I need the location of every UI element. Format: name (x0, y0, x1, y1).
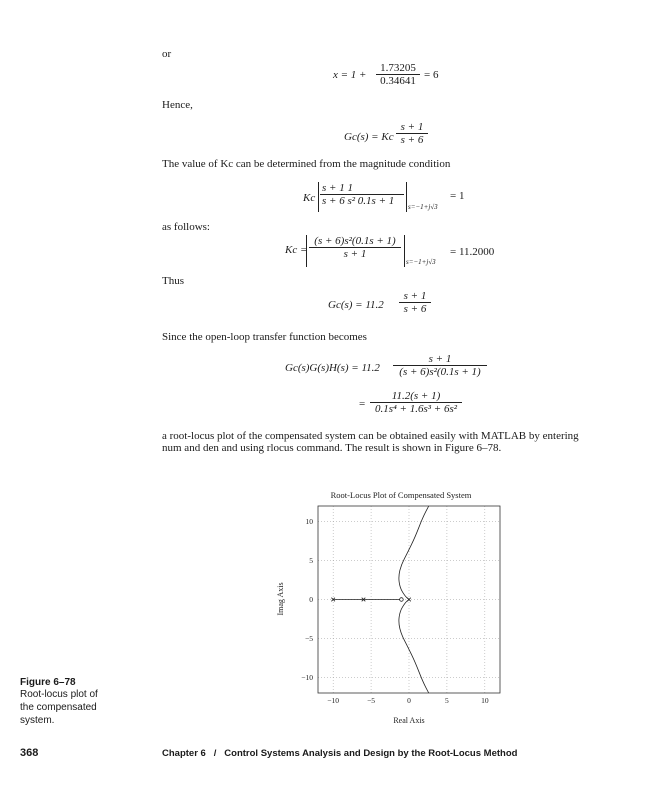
eq-gc2-lhs: Gc(s) = 11.2 (328, 299, 384, 311)
chart-xlabel: Real Axis (393, 716, 425, 725)
series-upper-branch (399, 506, 429, 600)
page-number: 368 (20, 747, 39, 759)
eq-mag-bar-right (406, 182, 407, 212)
figure-caption-line3: system. (20, 715, 55, 726)
y-tick-label: 10 (305, 517, 313, 527)
eq-kc-den: s + 1 (343, 248, 367, 260)
text-thus: Thus (162, 275, 184, 287)
text-open-loop-intro: Since the open-loop transfer function becomes (162, 331, 367, 343)
x-tick-label: 0 (407, 696, 411, 705)
eq-x-fraction (376, 62, 420, 87)
eq-gc2-fraction (399, 290, 431, 315)
y-tick-label: −10 (301, 672, 313, 682)
paragraph-rlocus (162, 430, 602, 454)
eq-ol2-eq: = (359, 398, 366, 410)
eq-kc-eval: s=−1+j√3 (406, 258, 436, 266)
eq-x-rhs: = 6 (424, 69, 439, 81)
eq-ol-fraction (393, 353, 487, 378)
eq-gc-lhs: Gc(s) = Kc (344, 131, 394, 143)
chart-title: Root-Locus Plot of Compensated System (330, 490, 472, 500)
eq-kc-bar-left (306, 235, 307, 267)
text-or: or (162, 48, 172, 60)
eq-x-num: 1.73205 (376, 62, 420, 75)
series-lower-branch (399, 600, 429, 694)
paragraph-rlocus-line2: num and den and using rlocus command. The result is shown in Figure 6–78. (162, 442, 502, 454)
eq-gc2-num: s + 1 (399, 290, 431, 303)
chapter-footer: Chapter 6 / Control Systems Analysis and Design by the Root-Locus Method (162, 748, 518, 759)
eq-gc2-den: s + 6 (403, 303, 427, 315)
eq-kc-bar-right (404, 235, 405, 267)
eq-x-den: 0.34641 (380, 75, 416, 87)
pole-marker (407, 598, 411, 602)
figure-caption-line2: the compensated (20, 702, 97, 713)
chart-ticks (301, 517, 489, 705)
eq-kc-num: (s + 6)s²(0.1s + 1) (309, 235, 401, 248)
eq-gc-den: s + 6 (400, 134, 424, 146)
eq-mag-bar-left (318, 182, 319, 212)
x-tick-label: −10 (327, 696, 340, 705)
eq-kc-rhs: = 11.2000 (450, 246, 495, 258)
eq-mag-eval: s=−1+j√3 (408, 203, 438, 211)
eq-kc-lhs: Kc = (285, 244, 308, 256)
x-tick-label: −5 (367, 696, 376, 705)
eq-mag-kc: Kc (303, 192, 316, 204)
eq-ol-den: (s + 6)s²(0.1s + 1) (399, 366, 481, 378)
paragraph-rlocus-line1: a root-locus plot of the compensated system can be obtained easily with MATLAB by entering (162, 430, 579, 442)
eq-ol2-den: 0.1s⁴ + 1.6s³ + 6s² (374, 403, 458, 415)
text-magnitude-intro: The value of Kc can be determined from the magnitude condition (162, 158, 451, 170)
x-tick-label: 5 (445, 696, 449, 705)
eq-ol2-num: 11.2(s + 1) (370, 390, 462, 403)
eq-mag-fraction (320, 182, 404, 207)
figure-caption-line1: Root-locus plot of (20, 689, 98, 700)
figure-caption (20, 677, 150, 727)
x-tick-label: 10 (481, 696, 489, 705)
y-tick-label: −5 (305, 633, 313, 643)
eq-kc-fraction (309, 235, 401, 260)
eq-x-lhs: x = 1 + (333, 69, 367, 81)
eq-mag-rhs: = 1 (450, 190, 465, 202)
root-locus-chart (250, 486, 510, 731)
eq-gc-num: s + 1 (396, 121, 428, 134)
eq-mag-den: s + 6 s² 0.1s + 1 (322, 195, 395, 207)
eq-ol-num: s + 1 (393, 353, 487, 366)
chart-ylabel: Imag Axis (276, 582, 285, 616)
y-tick-label: 0 (309, 595, 313, 604)
text-as-follows: as follows: (162, 221, 210, 233)
zero-marker (400, 598, 404, 602)
eq-ol2-fraction (370, 390, 462, 415)
eq-gc-fraction (396, 121, 428, 146)
figure-label: Figure 6–78 (20, 677, 76, 688)
y-tick-label: 5 (309, 556, 313, 566)
eq-ol-lhs: Gc(s)G(s)H(s) = 11.2 (285, 362, 380, 374)
text-hence: Hence, (162, 99, 193, 111)
eq-mag-num: s + 1 1 (320, 182, 404, 195)
